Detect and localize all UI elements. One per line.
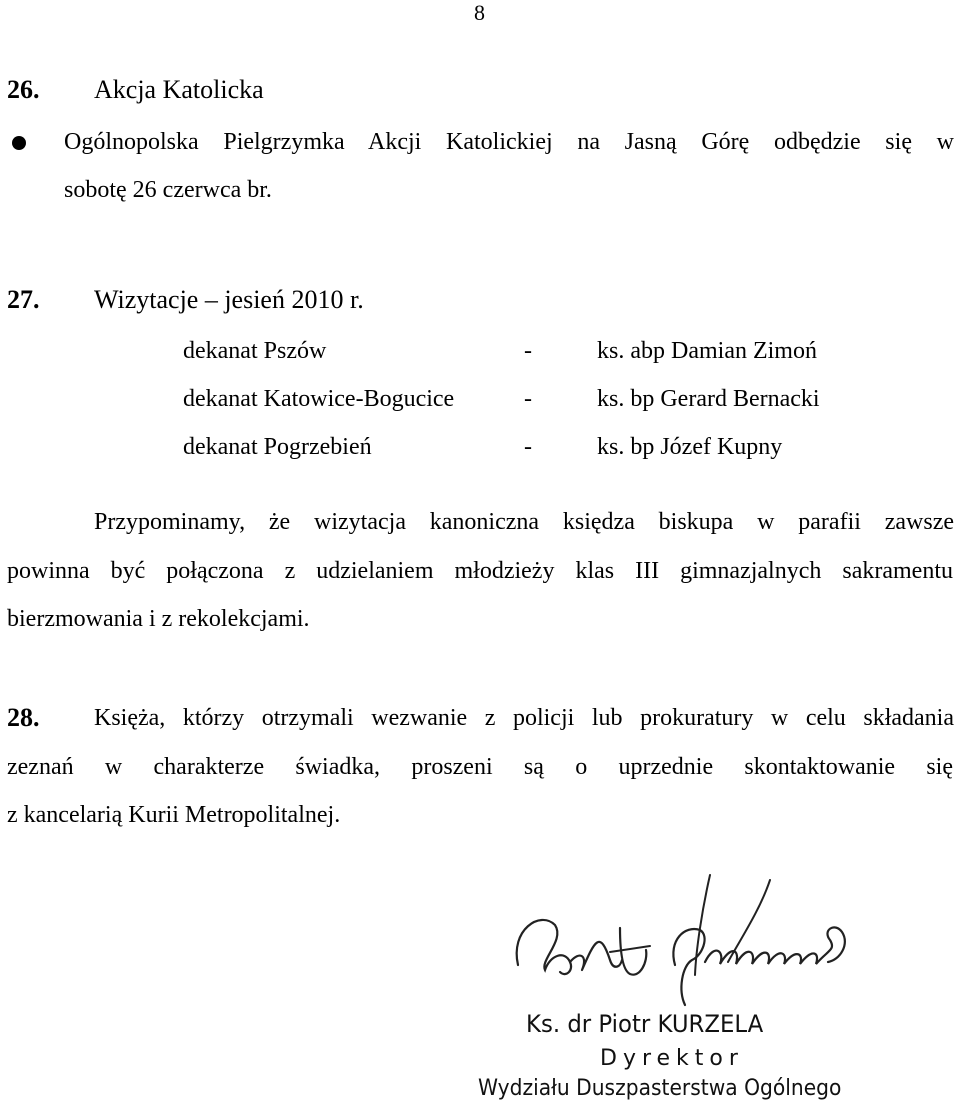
section-26-bullet-line1: Ogólnopolska Pielgrzymka Akcji Katolickiej na Jasną Górę odbędzie się w <box>64 129 954 155</box>
section-27-note-line3: bierzmowania i z rekolekcjami. <box>7 606 310 632</box>
visit-row-person: ks. bp Gerard Bernacki <box>597 386 820 412</box>
section-26-title: Akcja Katolicka <box>94 75 264 104</box>
section-27-note-line1: Przypominamy, że wizytacja kanoniczna księdza biskupa w parafii zawsze <box>94 509 954 535</box>
section-26-bullet-line2: sobotę 26 czerwca br. <box>64 177 272 203</box>
section-26-number: 26. <box>7 75 40 104</box>
visit-row-dekanat: dekanat Pszów <box>183 338 327 364</box>
signatory-name: Ks. dr Piotr KURZELA <box>526 1010 764 1038</box>
visit-row-dash: - <box>524 434 532 460</box>
visit-row-dash: - <box>524 386 532 412</box>
visit-row-person: ks. bp Józef Kupny <box>597 434 783 460</box>
page-number: 8 <box>474 0 485 25</box>
section-28-line1: Księża, którzy otrzymali wezwanie z policji lub prokuratury w celu składania <box>94 705 954 731</box>
bullet-icon <box>12 136 26 150</box>
signatory-role: Dyrektor <box>600 1046 744 1071</box>
section-28-line3: z kancelarią Kurii Metropolitalnej. <box>7 802 341 828</box>
visit-row-dash: - <box>524 338 532 364</box>
visit-row-dekanat: dekanat Katowice-Bogucice <box>183 386 455 412</box>
signatory-department: Wydziału Duszpasterstwa Ogólnego <box>478 1076 842 1101</box>
signature-block <box>470 870 890 1105</box>
section-27-note-line2: powinna być połączona z udzielaniem młodzieży klas III gimnazjalnych sakramentu <box>7 558 953 584</box>
visit-row-dekanat: dekanat Pogrzebień <box>183 434 372 460</box>
section-27-number: 27. <box>7 285 40 314</box>
handwritten-signature <box>470 870 890 1020</box>
section-27-title: Wizytacje – jesień 2010 r. <box>94 285 364 314</box>
section-28-number: 28. <box>7 703 40 732</box>
visit-row-person: ks. abp Damian Zimoń <box>597 338 817 364</box>
section-28-line2: zeznań w charakterze świadka, proszeni są o uprzednie skontaktowanie się <box>7 754 953 780</box>
